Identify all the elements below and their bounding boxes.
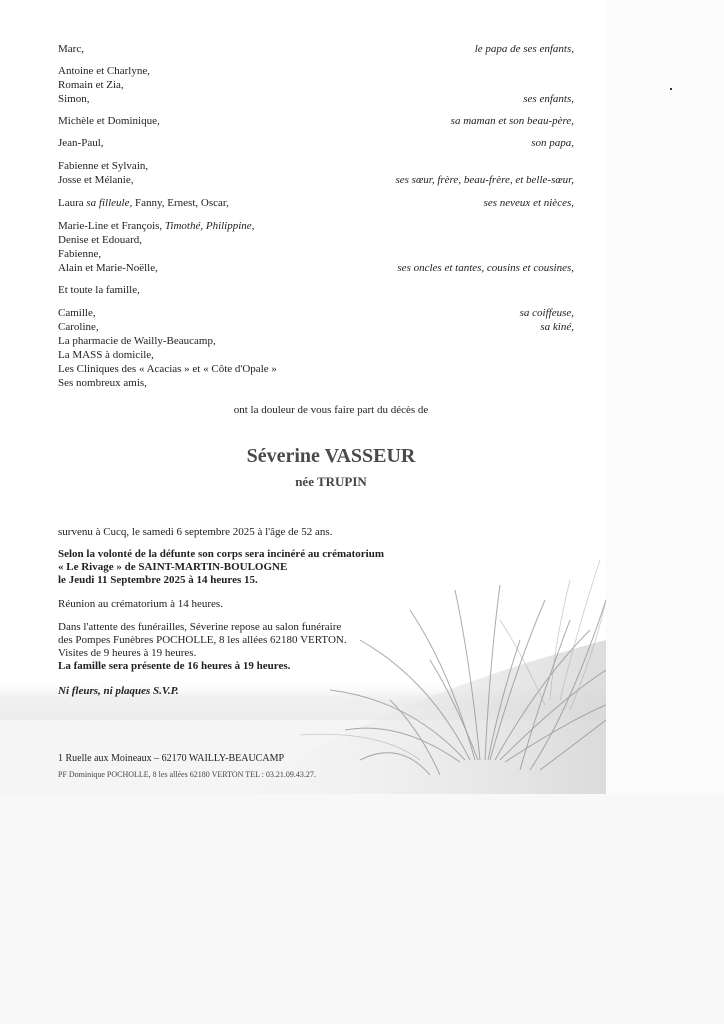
family-line-alain: Alain et Marie-Noëlle,	[58, 262, 158, 274]
relation-neveux: ses neveux et nièces,	[483, 197, 574, 209]
footer-address: 1 Ruelle aux Moineaux – 62170 WAILLY-BEAUCAMP	[58, 753, 285, 764]
family-line-josse: Josse et Mélanie,	[58, 174, 134, 186]
family-line-amis: Ses nombreux amis,	[58, 377, 147, 389]
salon-line-2: des Pompes Funèbres POCHOLLE, 8 les allées 62180 VERTON.	[58, 634, 347, 646]
family-line-camille: Camille,	[58, 307, 96, 319]
relation-freres-soeurs: ses sœur, frère, beau-frère, et belle-sœur,	[395, 174, 574, 186]
family-line-marc: Marc,	[58, 43, 84, 55]
marie-line-children: Timothé, Philippine,	[164, 220, 255, 232]
laura-others: Fanny, Ernest, Oscar,	[134, 197, 229, 209]
family-line-romain: Romain et Zia,	[58, 79, 124, 91]
footer-funeral-home: PF Dominique POCHOLLE, 8 les allées 62180 VERTON TEL : 03.21.09.43.27.	[58, 770, 316, 779]
family-present-line: La famille sera présente de 16 heures à 19 heures.	[58, 660, 291, 672]
family-line-mass: La MASS à domicile,	[58, 349, 154, 361]
ceremony-line-1: Selon la volonté de la défunte son corps sera incinéré au crématorium	[58, 548, 384, 560]
scan-speck	[670, 88, 672, 90]
relation-oncles: ses oncles et tantes, cousins et cousines,	[397, 262, 574, 274]
no-flowers-line: Ni fleurs, ni plaques S.V.P.	[58, 685, 179, 697]
relation-enfants: ses enfants,	[523, 93, 574, 105]
family-line-fabienne-sylvain: Fabienne et Sylvain,	[58, 160, 149, 172]
relation-kine: sa kiné,	[540, 321, 574, 333]
deceased-name	[0, 445, 606, 467]
relation-papa-enfants: le papa de ses enfants,	[474, 43, 574, 55]
family-line-denise: Denise et Edouard,	[58, 234, 142, 246]
announcement-line: ont la douleur de vous faire part du décès de	[233, 404, 429, 416]
death-details: survenu à Cucq, le samedi 6 septembre 2025 à l'âge de 52 ans.	[58, 526, 333, 538]
family-line-simon: Simon,	[58, 93, 90, 105]
family-line-laura	[58, 197, 229, 209]
deceased-first-name: Séverine	[246, 445, 320, 467]
family-line-fabienne: Fabienne,	[58, 248, 102, 260]
ceremony-line-3: le Jeudi 11 Septembre 2025 à 14 heures 15.	[58, 574, 258, 586]
ceremony-line-2: « Le Rivage » de SAINT-MARTIN-BOULOGNE	[58, 561, 288, 573]
family-line-jean-paul: Jean-Paul,	[58, 137, 104, 149]
family-line-pharmacie: La pharmacie de Wailly-Beaucamp,	[58, 335, 216, 347]
family-line-marie-line	[58, 220, 254, 232]
visits-line: Visites de 9 heures à 19 heures.	[58, 647, 197, 659]
relation-papa: son papa,	[531, 137, 574, 149]
deceased-last-name: VASSEUR	[324, 445, 416, 467]
laura-name: Laura	[58, 197, 84, 209]
family-line-famille: Et toute la famille,	[58, 284, 140, 296]
family-line-caroline: Caroline,	[58, 321, 99, 333]
relation-maman: sa maman et son beau-père,	[450, 115, 574, 127]
page-margin-right	[606, 0, 724, 794]
laura-role: sa filleule,	[86, 197, 133, 209]
family-line-cliniques: Les Cliniques des « Acacias » et « Côte d'Opale »	[58, 363, 277, 375]
family-line-antoine: Antoine et Charlyne,	[58, 65, 150, 77]
maiden-name: née TRUPIN	[295, 474, 367, 489]
relation-coiffeuse: sa coiffeuse,	[519, 307, 574, 319]
marie-line-names: Marie-Line et François,	[58, 220, 163, 232]
family-line-michele: Michèle et Dominique,	[58, 115, 160, 127]
salon-line-1: Dans l'attente des funérailles, Séverine repose au salon funéraire	[58, 621, 342, 633]
scanner-background	[0, 794, 724, 1024]
reunion-line: Réunion au crématorium à 14 heures.	[58, 598, 223, 610]
